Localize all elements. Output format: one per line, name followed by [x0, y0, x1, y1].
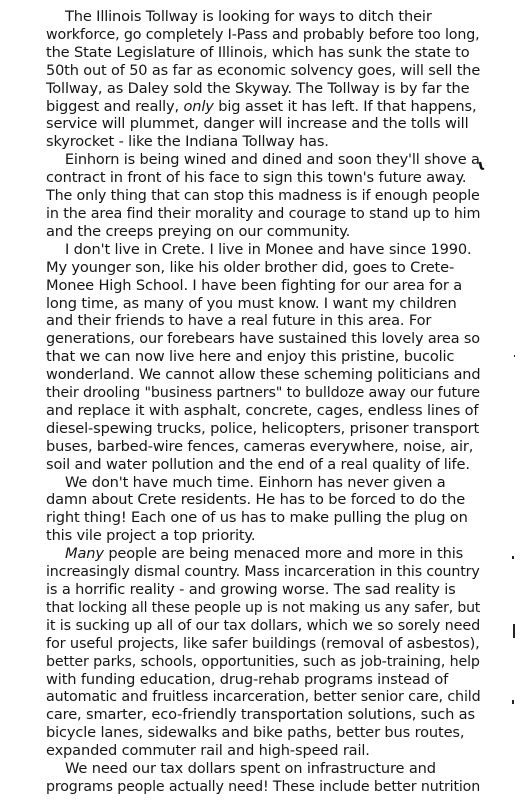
line-text: programs people actually need! These include better nutrition — [46, 777, 481, 795]
emphasized-word: only — [183, 97, 214, 115]
handwritten-check-mark: ɩ — [476, 155, 487, 175]
text-line — [46, 44, 480, 62]
text-line — [46, 652, 480, 671]
line-text-continued: people are being menaced more and more in this — [103, 545, 464, 563]
text-line — [46, 527, 480, 545]
text-line — [46, 671, 480, 689]
line-text: right thing! Each one of us has to make pulling the plug on — [46, 509, 468, 527]
text-line — [46, 760, 480, 778]
line-text: biggest and really, — [46, 97, 184, 115]
text-line — [46, 366, 481, 384]
text-line — [46, 330, 480, 348]
text-line — [46, 420, 480, 438]
line-text: Tollway, as Daley sold the Skyway. The Tollway is by far the — [46, 79, 470, 97]
line-text: Monee High School. I have been fighting for our area for a — [46, 276, 463, 294]
line-text: care, smarter, eco-friendly transportation solutions, such as — [46, 706, 475, 724]
line-text: wonderland. We cannot allow these scheming politicians and — [46, 366, 481, 384]
text-line — [46, 223, 480, 241]
text-line — [46, 25, 480, 44]
text-line — [46, 312, 480, 330]
text-line — [46, 241, 480, 259]
line-text: with funding education, drug-rehab programs instead of — [46, 670, 449, 688]
text-line — [46, 581, 480, 599]
line-text: I don't live in Crete. I live in Monee and have since 1990. — [65, 240, 472, 258]
line-text-continued: big asset it has left. If that happens, — [213, 97, 477, 115]
line-text: 50th out of 50 as far as economic solvency goes, will sell the — [46, 61, 481, 79]
text-line — [46, 80, 480, 98]
text-line — [46, 151, 478, 169]
text-line — [46, 491, 480, 509]
text-line — [46, 438, 480, 456]
text-line — [46, 187, 480, 205]
text-line — [46, 563, 480, 581]
text-line — [46, 688, 481, 706]
line-text: automatic and fruitless incarceration, better senior care, child — [46, 688, 481, 706]
scan-speck — [513, 624, 515, 638]
text-line — [46, 384, 480, 402]
text-line — [46, 295, 480, 313]
line-text: skyrocket - like the Indiana Tollway has. — [46, 133, 329, 151]
line-text: workforce, go completely I-Pass and probably before too long, — [46, 25, 480, 43]
text-line — [46, 706, 480, 724]
line-text: contract in front of his face to sign this town's future away. — [46, 169, 467, 187]
text-line — [46, 61, 481, 80]
text-line — [46, 259, 480, 277]
body-text — [46, 8, 480, 796]
text-line — [46, 742, 480, 760]
text-line — [46, 277, 480, 295]
text-line — [46, 509, 480, 527]
emphasized-word: Many — [65, 545, 104, 563]
line-text: and their friends to have a real future in this area. For — [46, 312, 432, 330]
line-text: it is sucking up all of our tax dollars, which we so sorely need — [46, 616, 481, 634]
text-line — [46, 777, 481, 796]
line-text: We don't have much time. Einhorn has never given a — [65, 473, 446, 491]
line-text: The Illinois Tollway is looking for ways to ditch their — [65, 8, 432, 25]
line-text: expanded commuter rail and high-speed rail. — [46, 742, 370, 760]
line-text: generations, our forebears have sustained this lovely area so — [46, 330, 480, 348]
scan-speck — [512, 556, 514, 559]
scan-speck — [512, 700, 514, 704]
line-text: and the creeps preying on our community. — [46, 222, 351, 240]
text-line — [46, 634, 480, 653]
line-text: their drooling "business partners" to bulldoze away our future — [46, 384, 480, 402]
line-text: that we can now live here and enjoy this pristine, bucolic — [46, 348, 455, 366]
text-line — [46, 402, 480, 420]
scan-speck — [514, 355, 515, 357]
line-text: damn about Crete residents. He has to be forced to do the — [46, 491, 466, 509]
text-line — [46, 456, 480, 474]
line-text: buses, barbed-wire fences, cameras everywhere, noise, air, — [46, 437, 474, 455]
line-text: is a horrific reality - and growing worse. The sad reality is — [46, 581, 456, 598]
line-text: service will plummet, danger will increase and the tolls will — [46, 115, 469, 133]
text-line — [46, 724, 480, 742]
line-text: Einhorn is being wined and dined and soon they'll shove a — [64, 151, 480, 169]
text-line — [46, 8, 480, 26]
text-line — [46, 616, 481, 635]
line-text: long time, as many of you must know. I want my children — [46, 294, 457, 312]
text-line — [46, 348, 480, 366]
line-text: that locking all these people up is not making us any safer, but — [46, 598, 481, 616]
line-text: diesel-spewing trucks, police, helicopters, prisoner transport — [46, 419, 480, 437]
text-line — [46, 98, 480, 116]
line-text: for useful projects, like safer buildings (removal of asbestos), — [46, 634, 480, 652]
line-text: The only thing that can stop this madness is if enough people — [46, 187, 480, 205]
line-text: soil and water pollution and the end of a real quality of life. — [46, 455, 470, 473]
line-text: My younger son, like his older brother did, goes to Crete- — [46, 258, 455, 276]
line-text: We need our tax dollars spent on infrastructure and — [65, 760, 436, 778]
text-line — [46, 204, 481, 223]
text-line — [46, 598, 481, 617]
line-text: and replace it with asphalt, concrete, cages, endless lines of — [46, 401, 479, 419]
text-line — [46, 115, 480, 133]
line-text: this vile project a top priority. — [46, 527, 256, 545]
line-text: increasingly dismal country. Mass incarceration in this country — [46, 563, 480, 581]
line-text: better parks, schools, opportunities, such as job-training, help — [46, 652, 480, 670]
text-line — [46, 474, 480, 492]
line-text: in the area find their morality and courage to stand up to him — [46, 204, 481, 222]
line-text: bicycle lanes, sidewalks and bike paths, better bus routes, — [46, 724, 465, 742]
text-line — [46, 545, 480, 563]
text-line — [46, 169, 480, 187]
text-line — [46, 133, 480, 151]
line-text: the State Legislature of Illinois, which has sunk the state to — [46, 43, 470, 61]
